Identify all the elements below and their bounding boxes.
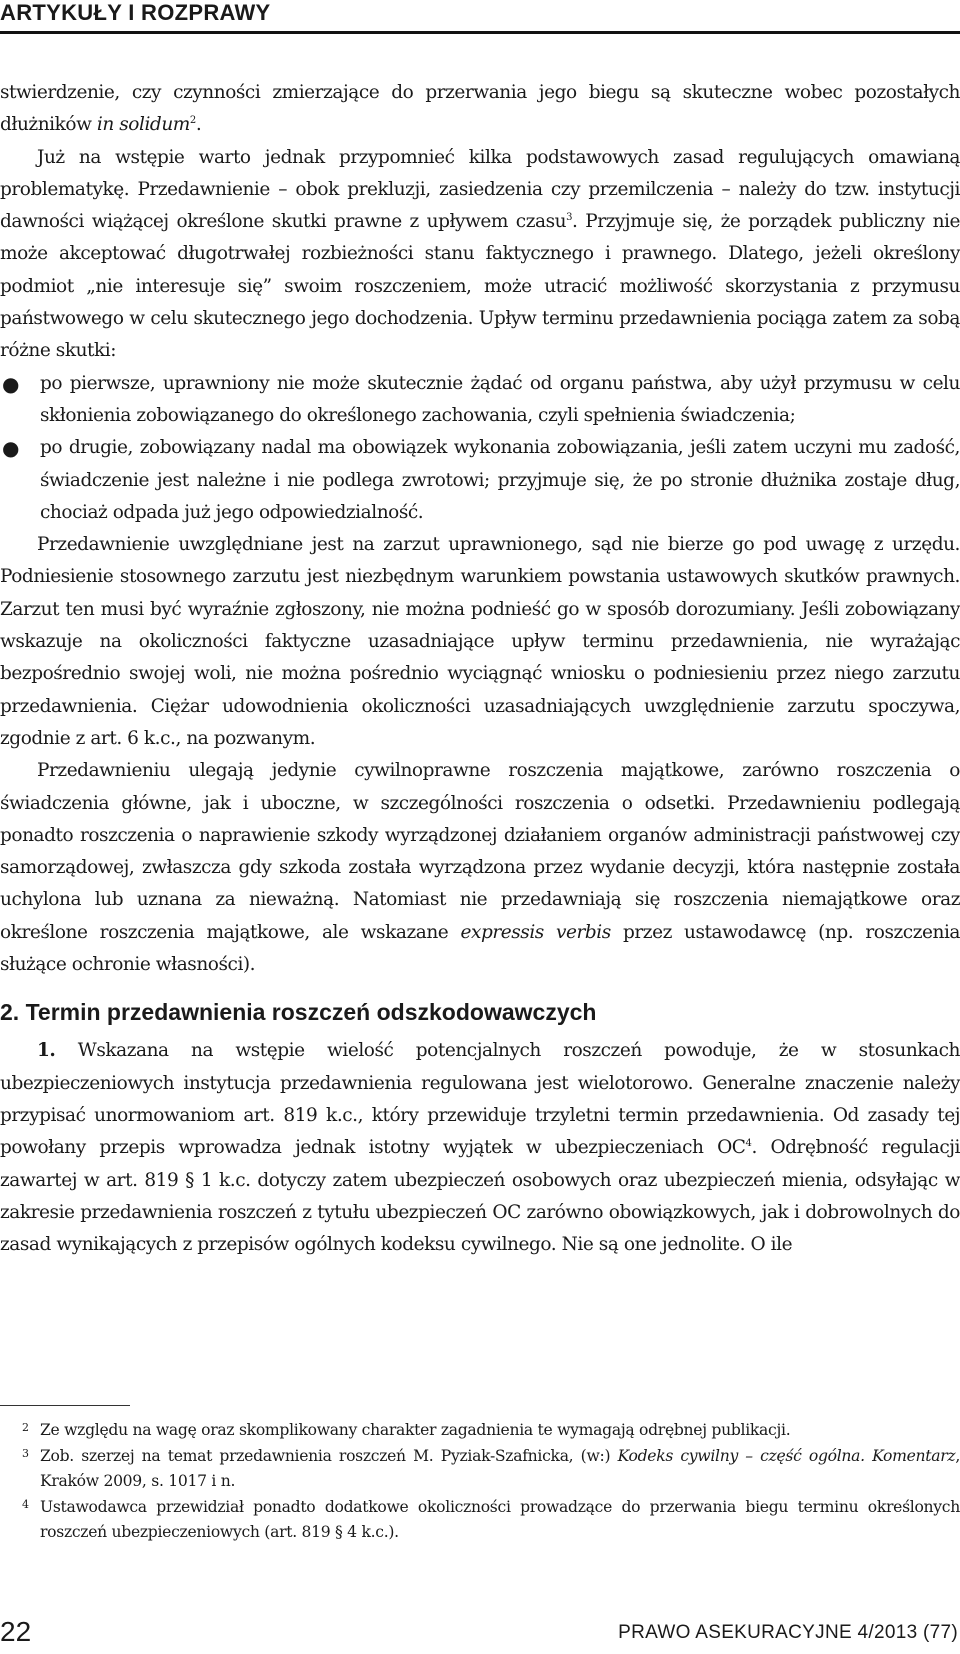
bullet-icon: ● <box>2 371 20 396</box>
footnotes <box>0 1418 960 1546</box>
footnote-mark: 4 <box>22 1497 29 1511</box>
footnote-ref-2[interactable]: 2 <box>189 115 196 127</box>
paragraph-2-end: . Przyjmuje się, że porządek publiczny nie może akceptować długotrwałej rozbieżności stanu faktycznego i prawnego. Dlatego, jeżeli określony podmiot „nie interesuje się” swoim roszczeniem, może utracić możliwość skorzystania z przymusu państwowego w celu skutecznego jego dochodzenia. Upływ terminu przedawnienia pociąga zatem za sobą różne skutki: <box>0 211 960 362</box>
footnote-separator <box>0 1405 130 1406</box>
footnote-ref-3[interactable]: 3 <box>566 212 573 224</box>
footnote-3 <box>0 1444 960 1495</box>
footnote-italic: Kodeks cywilny – część ogólna. Komentarz <box>617 1446 956 1465</box>
list-item-text: po pierwsze, uprawniony nie może skutecznie żądać od organu państwa, aby użył przymusu w celu skłonienia zobowiązanego do określonego zachowania, czyli spełnienia świadczenia; <box>40 372 960 426</box>
paragraph-1-end: . <box>195 114 202 136</box>
paragraph-4-end: przez ustawodawcę (np. roszczenia służące ochronie własności). <box>0 921 960 976</box>
list-item <box>0 368 960 433</box>
footnote-2 <box>0 1418 960 1444</box>
header-rule <box>0 31 960 34</box>
footnote-ref-4[interactable]: 4 <box>745 1138 752 1150</box>
paragraph-2 <box>0 142 960 368</box>
footnote-mark: 3 <box>22 1446 29 1460</box>
paragraph-3: Przedawnienie uwzględniane jest na zarzut uprawnionego, sąd nie bierze go pod uwagę z urzędu. Podniesienie stosownego zarzutu jest niezbędnym warunkiem powstania ustawowych skutków prawnych. Zarzut ten musi być wyraźnie zgłoszony, nie można podnieść go w sposób dorozumiany. Jeśli zobowiązany wskazuje na okoliczności faktyczne uzasadniające upływ terminu przedawnienia, nie wyrażając bezpośrednio swojej woli, nie można pośrednio wyciągnąć wniosku o podniesieniu przez niego zarzutu przedawnienia. Ciężar udowodnienia okoliczności uzasadniających uwzględnienie zarzutu spoczywa, zgodnie z art. 6 k.c., na pozwanym. <box>0 534 960 749</box>
footnote-text-end: , Kraków 2009, s. 1017 i n. <box>40 1446 960 1490</box>
paragraph-4 <box>0 755 960 981</box>
section-heading: 2. Termin przedawnienia roszczeń odszkodowawczych <box>0 999 597 1026</box>
paragraph-1-italic: in solidum <box>96 114 190 136</box>
footnote-text: Zob. szerzej na temat przedawnienia roszczeń M. Pyziak-Szafnicka, (w:) <box>40 1446 618 1465</box>
paragraph-4-italic: expressis verbis <box>460 921 611 943</box>
paragraph-5-end: . Odrębność regulacji zawartej w art. 819 § 1 k.c. dotyczy zatem ubezpieczeń osobowych oraz ubezpieczeń mienia, odsyłając w zakresie przedawnienia roszczeń z tytułu ubezpieczeń OC zarówno obowiązkowych, jak i dobrowolnych do zasad wynikających z przepisów ogólnych kodeksu cywilnego. Nie są one jednolite. O ile <box>0 1137 960 1256</box>
page-number: 22 <box>0 1616 32 1647</box>
bullet-icon: ● <box>2 436 20 461</box>
paragraph-number: 1. <box>37 1040 56 1062</box>
section-header-title: ARTYKUŁY I ROZPRAWY <box>0 0 271 25</box>
paragraph-1 <box>0 77 960 142</box>
list-item <box>0 432 960 529</box>
paragraph-1-text: stwierdzenie, czy czynności zmierzające do przerwania jego biegu są skuteczne wobec pozostałych dłużników <box>0 82 960 136</box>
paragraph-2-text: Już na wstępie warto jednak przypomnieć kilka podstawowych zasad regulujących omawianą problematykę. Przedawnienie – obok prekluzji, zasiedzenia czy przemilczenia – należy do tzw. instytucji dawności wiążącej określone skutki prawne z upływem czasu <box>0 146 960 233</box>
footnote-mark: 2 <box>22 1421 29 1434</box>
article-body <box>0 77 960 1261</box>
footnote-4 <box>0 1495 960 1546</box>
list-item-text: po drugie, zobowiązany nadal ma obowiązek wykonania zobowiązania, jeśli zatem uczyni mu zadość, świadczenie jest należne i nie podlega zwrotowi; przyjmuje się, że po stronie dłużnika zostaje dług, chociaż odpada już jego odpowiedzialność. <box>40 437 960 523</box>
paragraph-4-text: Przedawnieniu ulegają jedynie cywilnoprawne roszczenia majątkowe, zarówno roszczenia o świadczenia główne, jak i uboczne, w szczególności roszczenia o odsetki. Przedawnieniu podlegają ponadto roszczenia o naprawienie szkody wyrządzonej działaniem organów administracji państwowej czy samorządowej, zwłaszcza gdy szkoda została wyrządzona przez wydanie decyzji, która następnie została uchylona lub uznana za nieważną. Natomiast nie przedawniają się roszczenia niemajątkowe oraz określone roszczenia majątkowe, ale wskazane <box>0 760 960 943</box>
paragraph-5 <box>0 1035 960 1261</box>
effects-list <box>0 368 960 529</box>
footnote-text: Ustawodawca przewidział ponadto dodatkowe okoliczności prowadzące do przerwania biegu terminu określonych roszczeń ubezpieczeniowych (art. 819 § 4 k.c.). <box>40 1497 960 1541</box>
paragraph-5-text: Wskazana na wstępie wielość potencjalnych roszczeń powoduje, że w stosunkach ubezpieczeniowych instytucja przedawnienia regulowana jest wielotorowo. Generalne znaczenie należy przypisać unormowaniom art. 819 k.c., który przewiduje trzyletni termin przedawnienia. Od zasady tej powołany przepis wprowadza jednak istotny wyjątek w ubezpieczeniach OC <box>0 1040 960 1159</box>
footnote-text: Ze względu na wagę oraz skomplikowany charakter zagadnienia te wymagają odrębnej publikacji. <box>40 1421 791 1439</box>
journal-name: PRAWO ASEKURACYJNE 4/2013 (77) <box>618 1622 958 1643</box>
